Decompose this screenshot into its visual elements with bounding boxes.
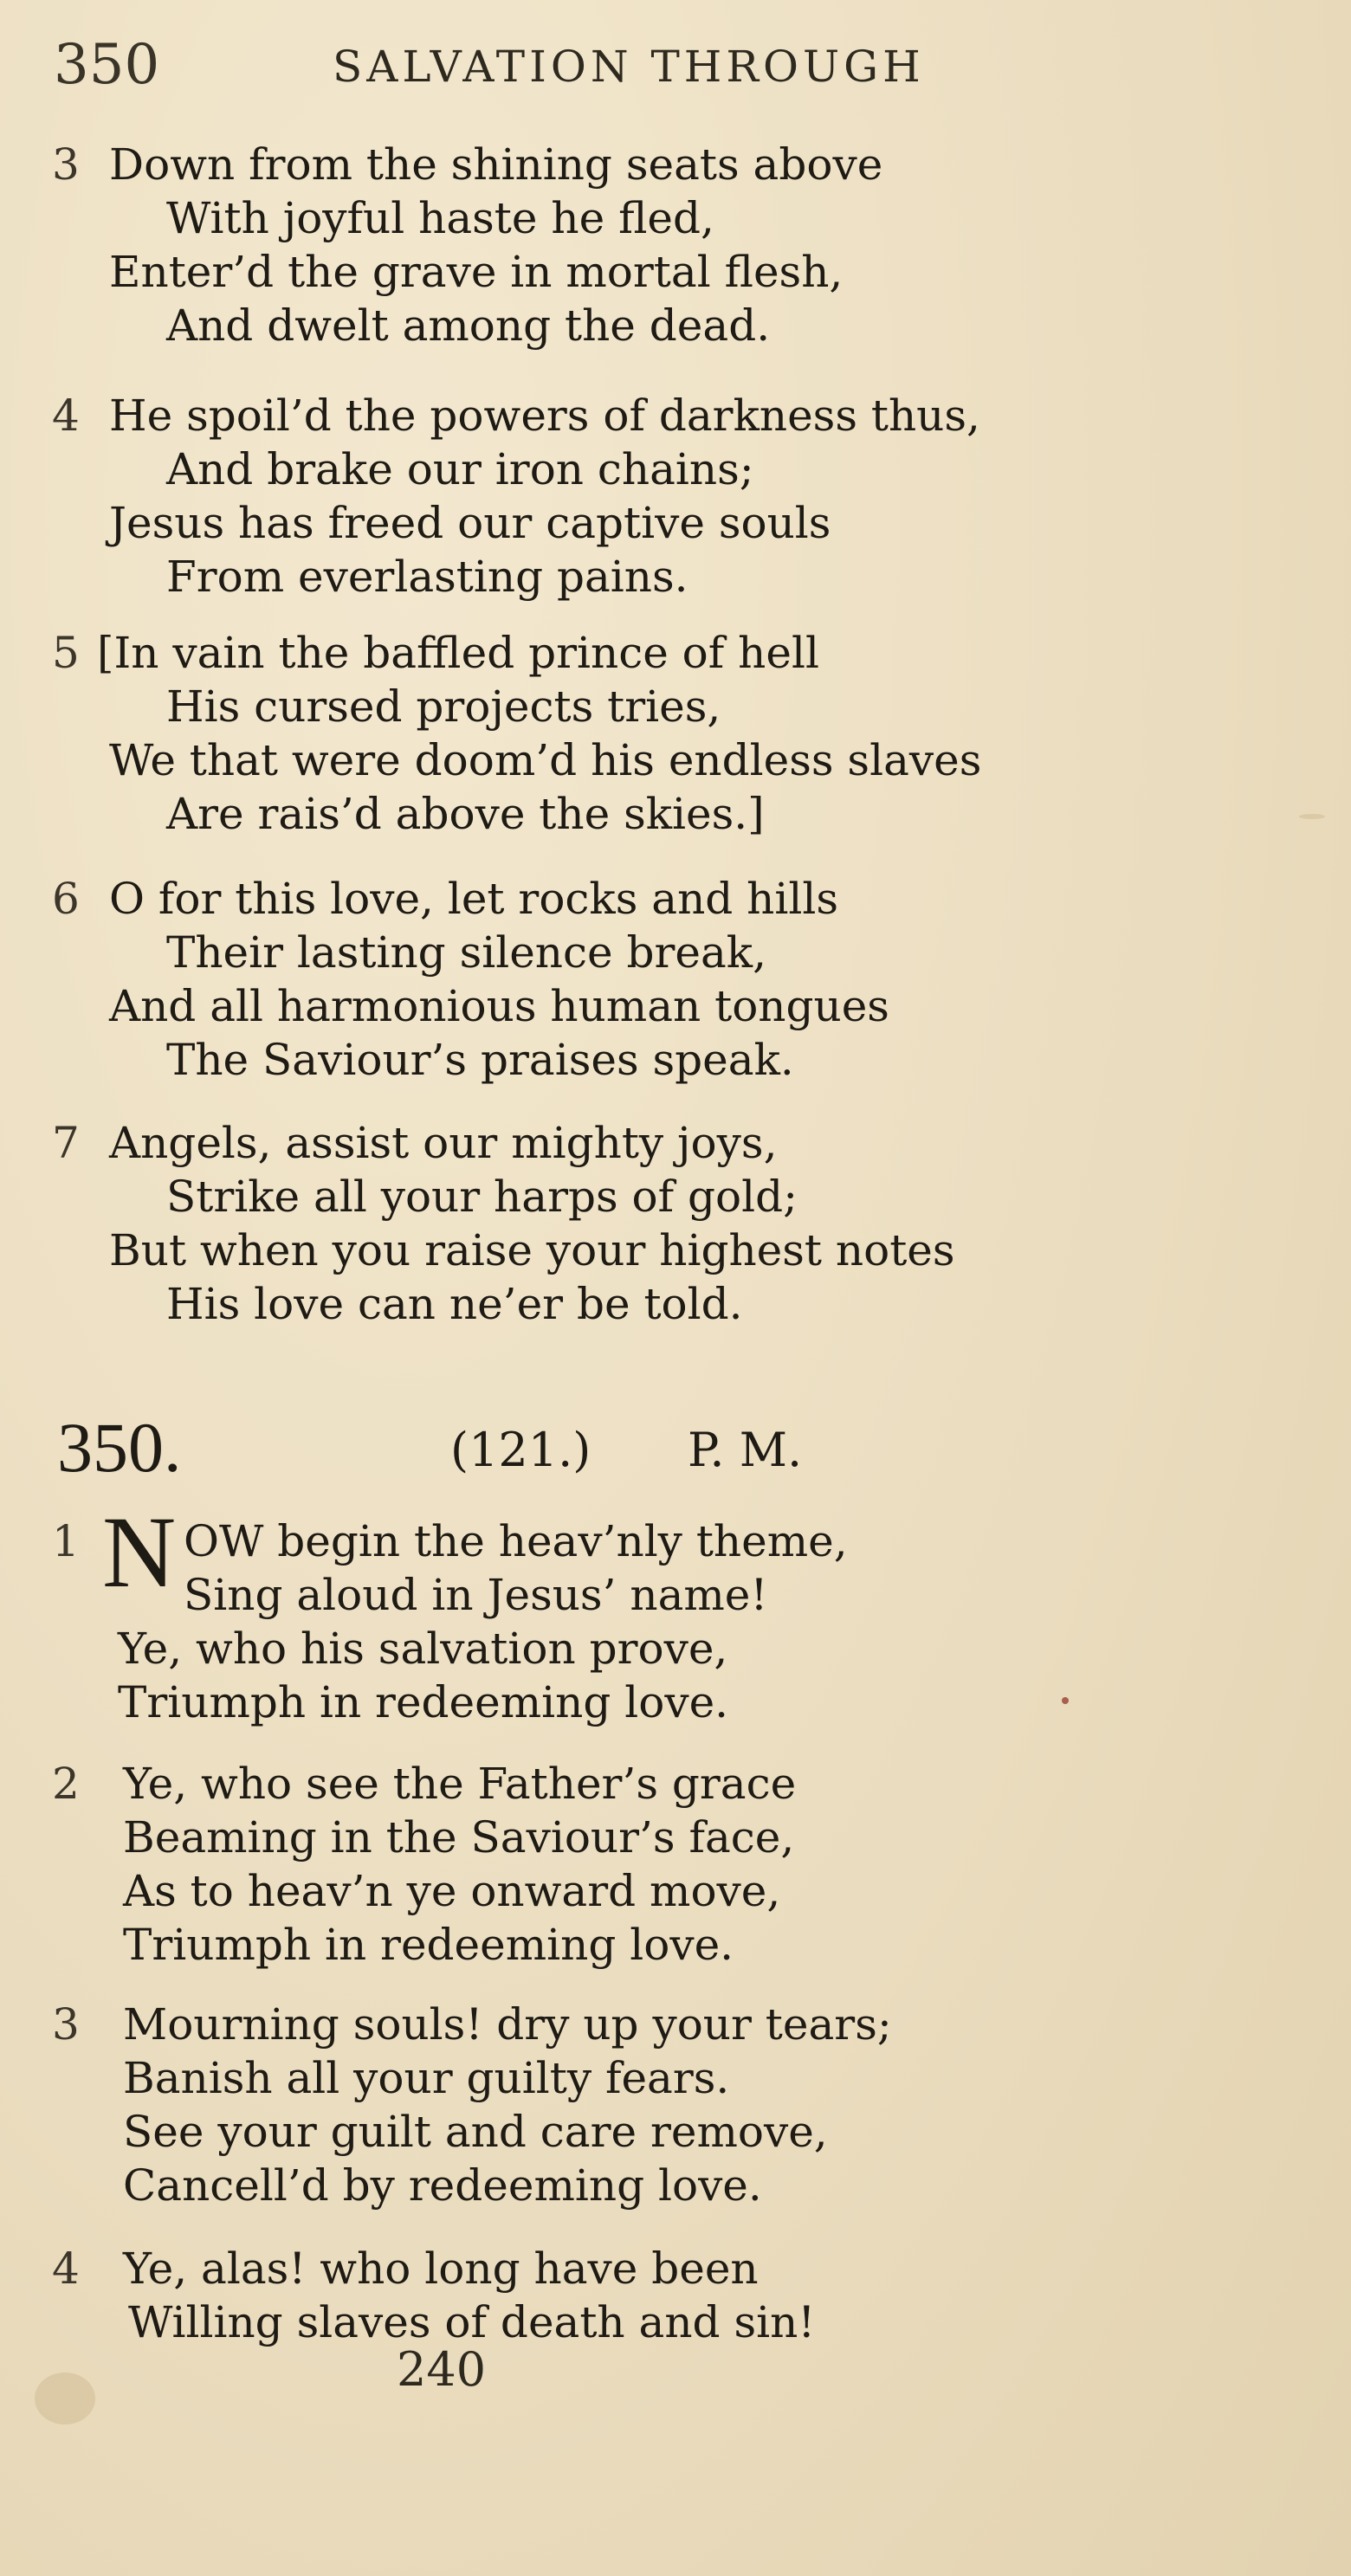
verse-line: Angels, assist our mighty joys, bbox=[109, 1118, 778, 1168]
paper-stain bbox=[35, 2373, 95, 2424]
verse-line: The Saviour’s praises speak. bbox=[166, 1035, 794, 1085]
verse-line: OW begin the heav’nly theme, bbox=[184, 1516, 848, 1566]
verse-line: As to heav’n ye onward move, bbox=[123, 1866, 781, 1916]
page-header bbox=[54, 33, 1301, 111]
verse-line: See your guilt and care remove, bbox=[123, 2107, 828, 2157]
verse-line: [In vain the baffled prince of hell bbox=[97, 628, 819, 678]
verse-line: From everlasting pains. bbox=[166, 552, 688, 602]
verse-line: O for this love, let rocks and hills bbox=[109, 874, 839, 924]
verse-line: With joyful haste he fled, bbox=[166, 193, 714, 243]
stanza-number: 1 bbox=[52, 1516, 80, 1566]
hymn-reference: (121.) bbox=[450, 1423, 591, 1477]
verse-line: Willing slaves of death and sin! bbox=[128, 2297, 816, 2347]
verse-line: Ye, who his salvation prove, bbox=[118, 1624, 728, 1674]
stanza-number: 3 bbox=[52, 139, 80, 190]
verse-line: Strike all your harps of gold; bbox=[166, 1172, 798, 1222]
paper-speck bbox=[1062, 1697, 1069, 1704]
hymn-number: 350. bbox=[57, 1408, 182, 1487]
drop-cap: N bbox=[102, 1495, 177, 1609]
paper-speck bbox=[1299, 814, 1325, 819]
stanza-number: 3 bbox=[52, 1999, 80, 2050]
verse-line: Mourning souls! dry up your tears; bbox=[123, 1999, 892, 2050]
verse-line: His love can ne’er be told. bbox=[166, 1279, 743, 1329]
stanza-number: 4 bbox=[52, 391, 80, 441]
verse-line: Triumph in redeeming love. bbox=[118, 1677, 729, 1727]
running-title: SALVATION THROUGH bbox=[333, 42, 925, 92]
verse-line: Are rais’d above the skies.] bbox=[166, 789, 765, 839]
verse-line: Triumph in redeeming love. bbox=[123, 1920, 734, 1970]
stanza-number: 5 bbox=[52, 628, 80, 678]
verse-line: Down from the shining seats above bbox=[109, 139, 883, 190]
stanza-number: 7 bbox=[52, 1118, 80, 1168]
verse-line: Beaming in the Saviour’s face, bbox=[123, 1812, 795, 1863]
verse-line: Enter’d the grave in mortal flesh, bbox=[109, 247, 844, 297]
verse-line: And dwelt among the dead. bbox=[166, 300, 771, 351]
page-number: 350 bbox=[54, 33, 160, 97]
hymn-meter: P. M. bbox=[688, 1423, 803, 1477]
verse-line: Ye, who see the Father’s grace bbox=[123, 1759, 797, 1809]
verse-line: His cursed projects tries, bbox=[166, 681, 721, 732]
hymn-heading bbox=[57, 1407, 1183, 1502]
verse-line: Their lasting silence break, bbox=[166, 927, 766, 978]
verse-line: Banish all your guilty fears. bbox=[123, 2053, 730, 2103]
verse-line: And brake our iron chains; bbox=[166, 444, 754, 494]
verse-line: But when you raise your highest notes bbox=[109, 1225, 955, 1275]
verse-line: He spoil’d the powers of darkness thus, bbox=[109, 391, 980, 441]
verse-line: We that were doom’d his endless slaves bbox=[109, 735, 982, 785]
stanza-number: 2 bbox=[52, 1759, 80, 1809]
verse-line: And all harmonious human tongues bbox=[109, 981, 889, 1031]
stanza-number: 4 bbox=[52, 2244, 80, 2294]
verse-line: Jesus has freed our captive souls bbox=[109, 498, 831, 548]
stanza-number: 6 bbox=[52, 874, 80, 924]
verse-line: Ye, alas! who long have been bbox=[123, 2244, 759, 2294]
signature-mark: 240 bbox=[397, 2342, 487, 2397]
verse-line: Cancell’d by redeeming love. bbox=[123, 2160, 762, 2211]
verse-line: Sing aloud in Jesus’ name! bbox=[184, 1570, 768, 1620]
